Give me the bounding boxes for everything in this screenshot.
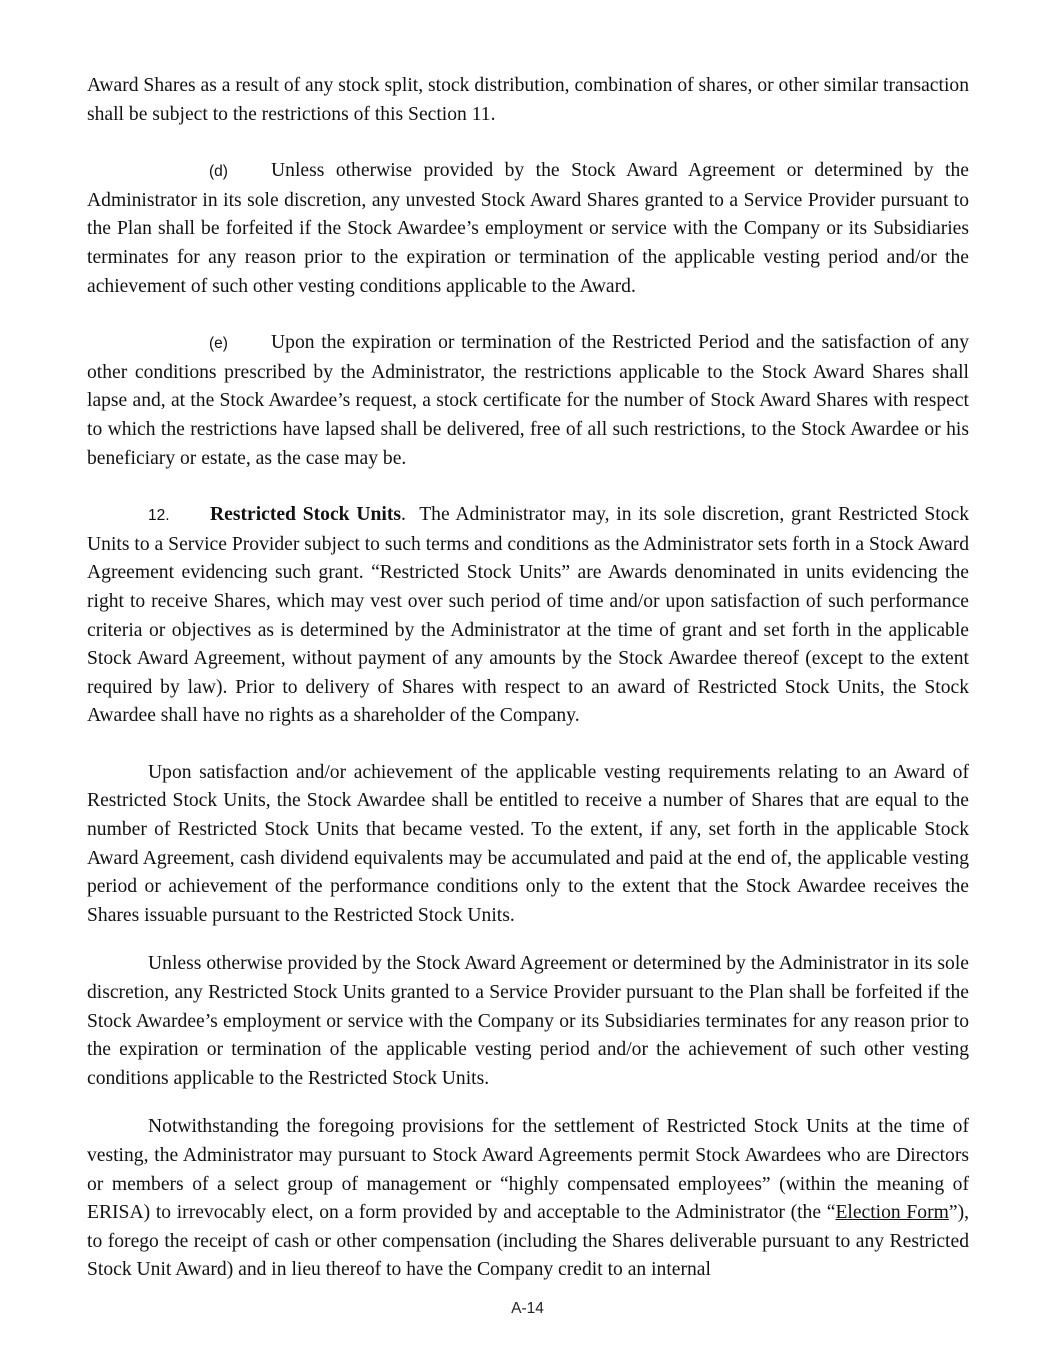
- section-12: [87, 501, 969, 731]
- section-12-heading-punct: .: [401, 504, 406, 526]
- paragraph-notwithstanding-after: ”), to forego the receipt of cash or other compensation (including the Shares deliverable pursuant to any Restricted Stock Unit Award) and in lieu thereof to have the Company credit to an internal: [87, 1202, 969, 1281]
- paragraph-unless-otherwise: [87, 950, 969, 1093]
- section-12-text: The Administrator may, in its sole discretion, grant Restricted Stock Units to a Service Provider subject to such terms and conditions as the Administrator sets forth in a Stock Award Agreement evidencing such grant. “Restricted Stock Units” are Awards denominated in units evidencing the right to receive Shares, which may vest over such period of time and/or upon satisfaction of such performance criteria or objectives as is determined by the Administrator at the time of grant and set forth in the applicable Stock Award Agreement, without payment of any amounts by the Stock Awardee thereof (except to the extent required by law). Prior to delivery of Shares with respect to an award of Restricted Stock Units, the Stock Awardee shall have no rights as a shareholder of the Company.: [87, 504, 970, 727]
- paragraph-upon-satisfaction-text: Upon satisfaction and/or achievement of the applicable vesting requirements relating to an Award of Restricted Stock Units, the Stock Awardee shall be entitled to receive a number of Shares that are equal to the number of Restricted Stock Units that became vested. To the extent, if any, set forth in the applicable Stock Award Agreement, cash dividend equivalents may be accumulated and paid at the end of, the applicable vesting period or achievement of the performance conditions only to the extent that the Stock Awardee receives the Shares issuable pursuant to the Restricted Stock Units.: [87, 761, 969, 926]
- paragraph-11e-text: Upon the expiration or termination of the Restricted Period and the satisfaction of any other conditions prescribed by the Administrator, the restrictions applicable to the Stock Award Shares shall lapse and, at the Stock Awardee’s request, a stock certificate for the number of Stock Award Shares with respect to which the restrictions have lapsed shall be delivered, free of all such restrictions, to the Stock Awardee or his beneficiary or estate, as the case may be.: [87, 332, 969, 469]
- section-12-heading: Restricted Stock Units: [210, 504, 402, 526]
- page-number: A-14: [511, 1300, 544, 1317]
- paragraph-11d-text: Unless otherwise provided by the Stock Award Agreement or determined by the Administrator in its sole discretion, any unvested Stock Award Shares granted to a Service Provider pursuant to the Plan shall be forfeited if the Stock Awardee’s employment or service with the Company or its Subsidiaries terminates for any reason prior to the expiration or termination of the applicable vesting period and/or the achievement of such other vesting conditions applicable to the Award.: [87, 160, 969, 297]
- paragraph-upon-satisfaction: [87, 759, 969, 931]
- section-number-12: 12.: [148, 507, 170, 525]
- defined-term-election-form: Election Form: [835, 1202, 949, 1224]
- paragraph-11e: [87, 329, 969, 473]
- paragraph-notwithstanding-before: Notwithstanding the foregoing provisions for the settlement of Restricted Stock Units at the time of vesting, the Administrator may pursuant to Stock Award Agreements permit Stock Awardees who are Directors or members of a select group of management or “highly compensated employees” (within the meaning of ERISA) to irrevocably elect, on a form provided by and acceptable to the Administrator (the “: [87, 1116, 969, 1224]
- paragraph-notwithstanding: [87, 1113, 969, 1285]
- subsection-marker-e: (e): [209, 335, 228, 353]
- subsection-marker-d: (d): [209, 163, 228, 181]
- paragraph-unless-otherwise-text: Unless otherwise provided by the Stock Award Agreement or determined by the Administrator in its sole discretion, any Restricted Stock Units granted to a Service Provider pursuant to the Plan shall be forfeited if the Stock Awardee’s employment or service with the Company or its Subsidiaries terminates for any reason prior to the expiration or termination of the applicable vesting period and/or the achievement of such other vesting conditions applicable to the Restricted Stock Units.: [87, 953, 969, 1089]
- paragraph-11d: [87, 157, 969, 301]
- paragraph-continuation: Award Shares as a result of any stock split, stock distribution, combination of shares, or other similar transaction shall be subject to the restrictions of this Section 11.: [87, 75, 969, 125]
- document-page: [87, 72, 969, 1285]
